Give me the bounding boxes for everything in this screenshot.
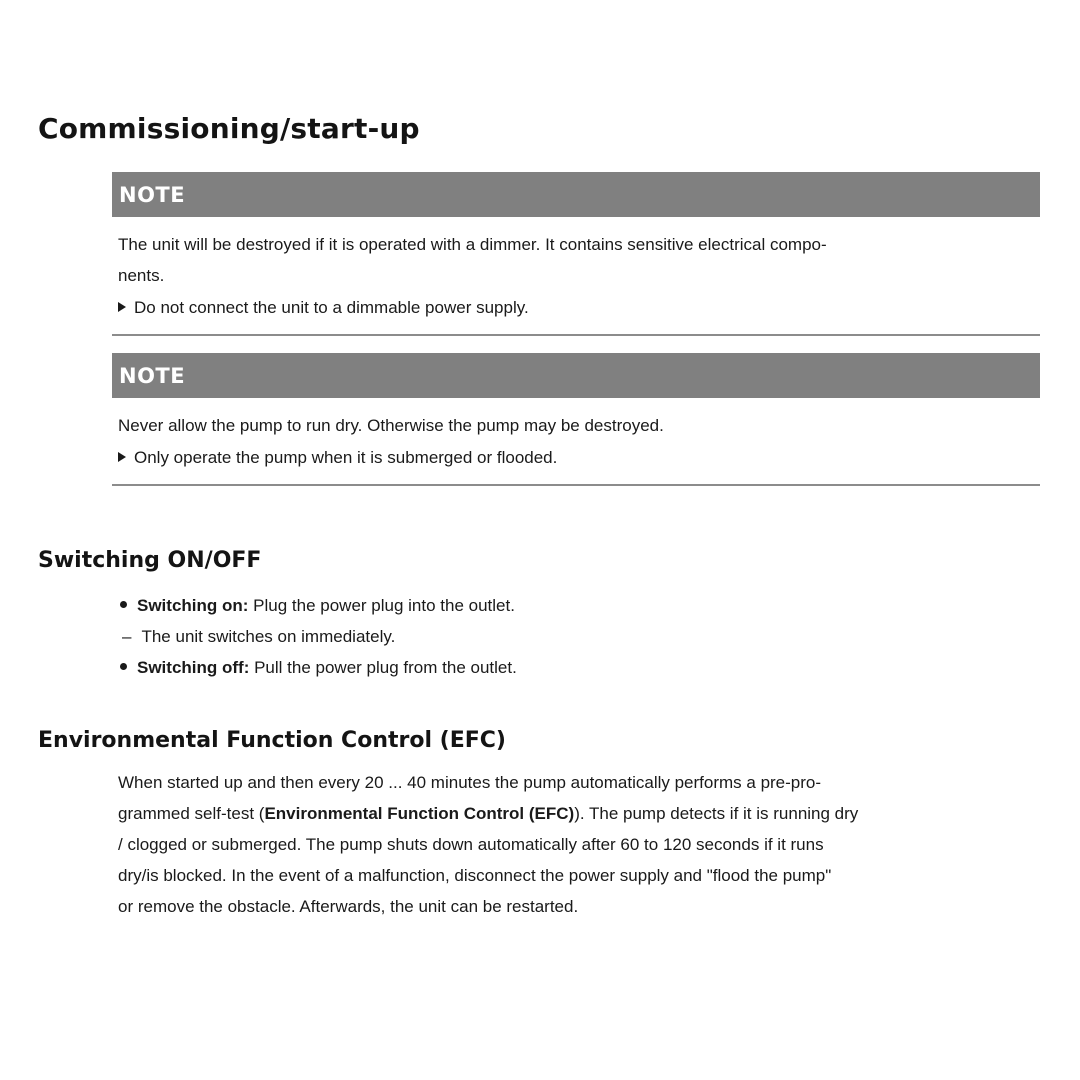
note-action-text: Do not connect the unit to a dimmable power supply. bbox=[134, 298, 529, 317]
switch-off-label: Switching off: bbox=[137, 658, 250, 677]
note-action bbox=[118, 442, 1040, 474]
note-body bbox=[112, 398, 1040, 484]
list-subitem-result bbox=[118, 621, 1038, 652]
list-item-text bbox=[137, 590, 515, 621]
list-item-text bbox=[137, 652, 517, 683]
dash-icon: – bbox=[122, 627, 132, 646]
note-box-dry-run bbox=[112, 353, 1040, 486]
note-action-text: Only operate the pump when it is submerged or flooded. bbox=[134, 448, 558, 467]
note-action bbox=[118, 292, 1040, 324]
bullet-icon bbox=[120, 601, 127, 608]
bullet-icon bbox=[120, 663, 127, 670]
section-heading: Commissioning/start-up bbox=[38, 112, 420, 145]
efc-line bbox=[118, 798, 1033, 829]
efc-paragraph bbox=[118, 767, 1033, 922]
efc-line: dry/is blocked. In the event of a malfunction, disconnect the power supply and "flood the pump" bbox=[118, 866, 832, 885]
efc-heading: Environmental Function Control (EFC) bbox=[38, 728, 506, 753]
triangle-arrow-icon bbox=[118, 452, 126, 462]
note-body bbox=[112, 217, 1040, 334]
efc-bold-term: Environmental Function Control (EFC) bbox=[264, 804, 575, 823]
efc-line: When started up and then every 20 ... 40 minutes the pump automatically performs a pre-pro- bbox=[118, 773, 822, 792]
switch-on-text: Plug the power plug into the outlet. bbox=[248, 596, 515, 615]
note-label: NOTE bbox=[112, 172, 1040, 217]
switch-on-result: The unit switches on immediately. bbox=[141, 627, 396, 646]
switch-off-text: Pull the power plug from the outlet. bbox=[249, 658, 517, 677]
list-item-switch-off bbox=[118, 652, 1038, 683]
efc-text: grammed self-test ( bbox=[118, 804, 265, 823]
efc-line: / clogged or submerged. The pump shuts down automatically after 60 to 120 seconds if it runs bbox=[118, 835, 824, 854]
efc-text: ). The pump detects if it is running dry bbox=[574, 804, 859, 823]
list-item-switch-on bbox=[118, 590, 1038, 621]
switching-list bbox=[118, 590, 1038, 683]
note-text-line: The unit will be destroyed if it is operated with a dimmer. It contains sensitive electrical compo- bbox=[118, 235, 827, 254]
note-text-line: Never allow the pump to run dry. Otherwise the pump may be destroyed. bbox=[118, 416, 664, 435]
note-box-dimmer bbox=[112, 172, 1040, 336]
triangle-arrow-icon bbox=[118, 302, 126, 312]
note-text-line: nents. bbox=[118, 266, 165, 285]
switch-on-label: Switching on: bbox=[137, 596, 249, 615]
switching-heading: Switching ON/OFF bbox=[38, 548, 262, 573]
note-label: NOTE bbox=[112, 353, 1040, 398]
efc-line: or remove the obstacle. Afterwards, the unit can be restarted. bbox=[118, 897, 579, 916]
